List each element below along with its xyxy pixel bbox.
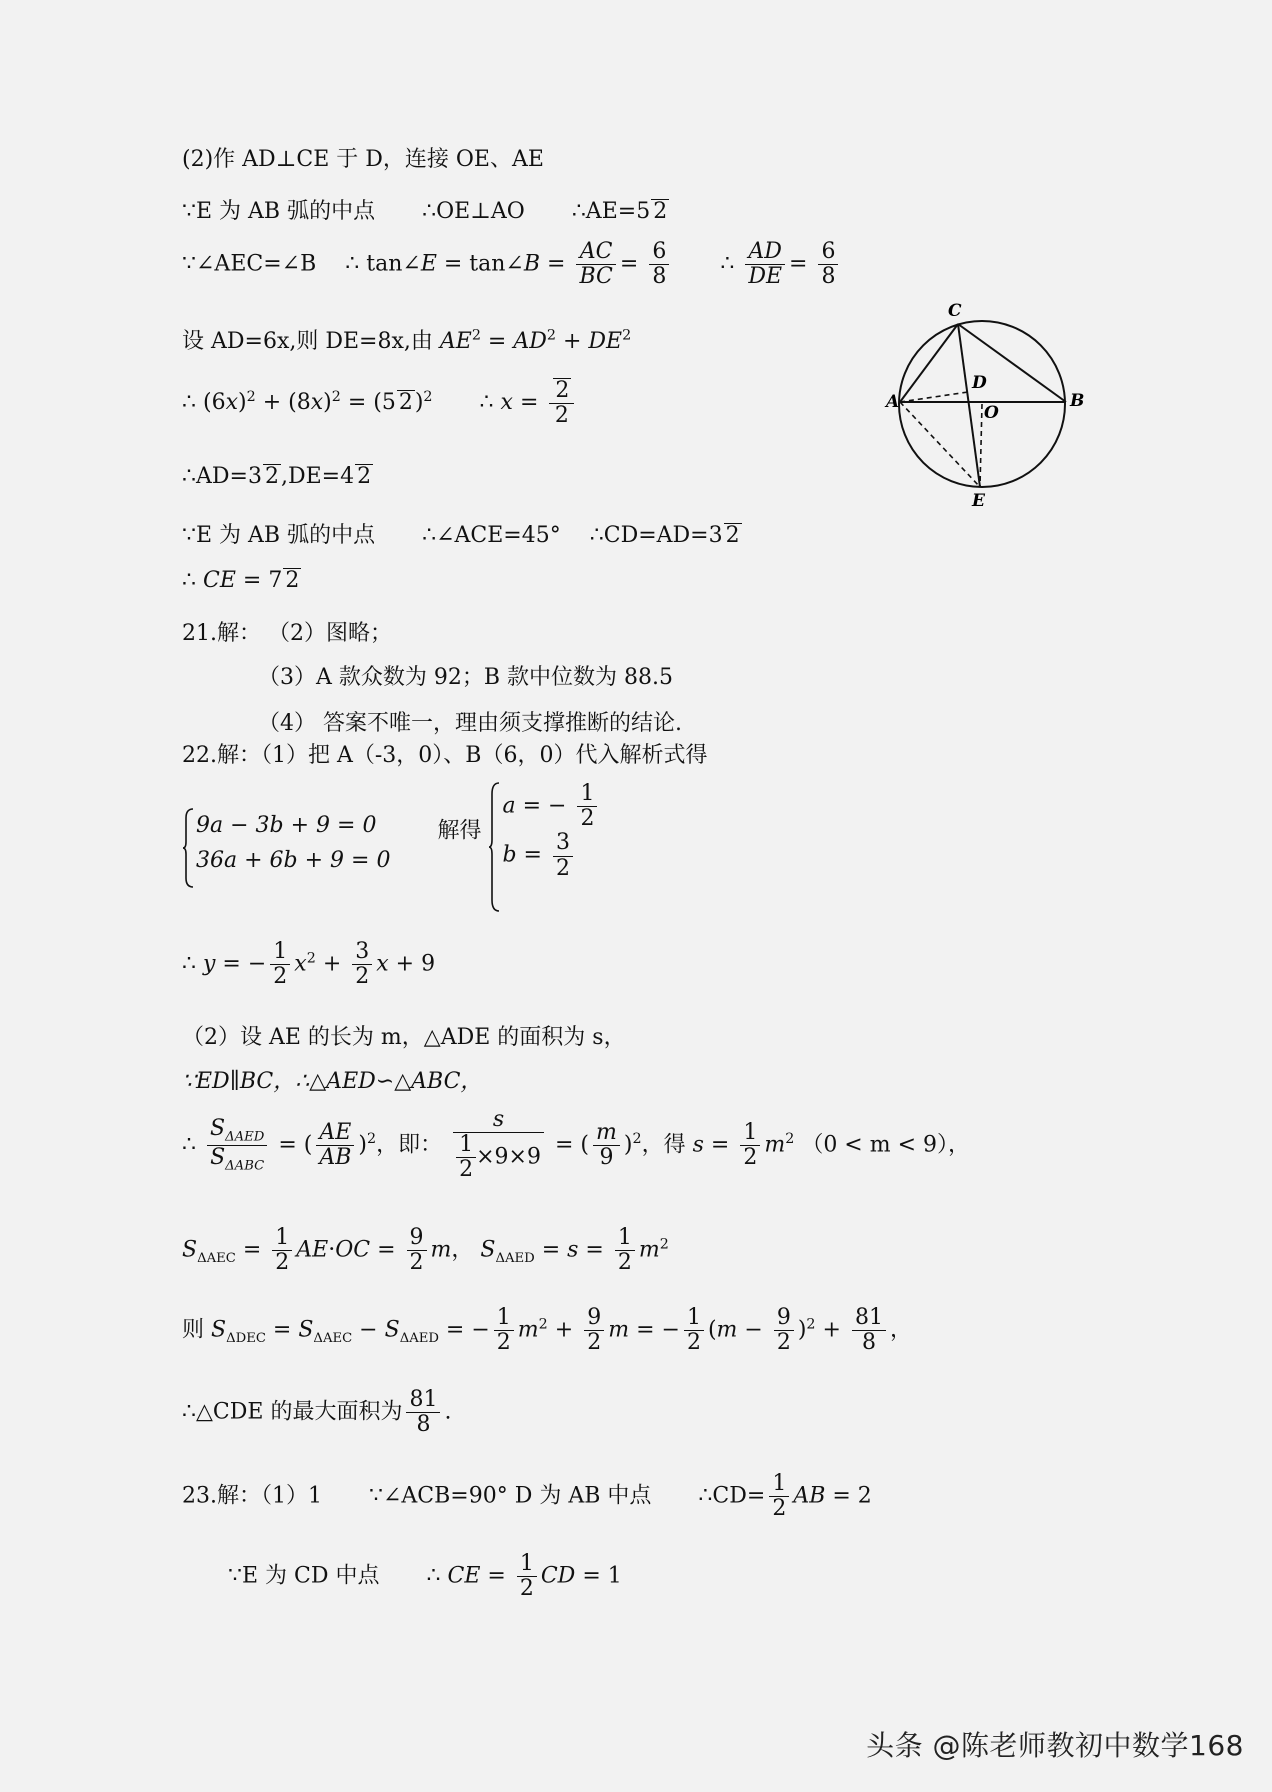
q22-part2: （2）设 AE 的长为 m，△ADE 的面积为 s， xyxy=(182,1025,626,1050)
segment-CE xyxy=(958,324,980,487)
q22-line-1: 22.解：（1）把 A（-3，0）、B（6，0）代入解析式得 xyxy=(182,743,708,768)
q20-line-1: (2)作 AD⊥CE 于 D，连接 OE、AE xyxy=(182,147,544,172)
q22-areas: $S_{\Delta AEC}$ = $\frac{1}{2}$ AE·OC = $\frac{9}{2}$ m， $S_{\Delta AED} = s$ = $\frac{1}{2}$ $m^2$ xyxy=(182,1225,669,1276)
segment-AE xyxy=(900,402,980,487)
label-B: B xyxy=(1070,391,1085,411)
q23-line-1: 23.解：（1）1 ∵∠ACB=90° D 为 AB 中点 ∴CD= $\frac{1}{2}$ AB = 2 xyxy=(182,1471,872,1522)
q23-line-2: ∵E 为 CD 中点 ∴ CE = $\frac{1}{2}$ CD = 1 xyxy=(228,1551,622,1602)
q21-line-2: （3）A 款众数为 92；B 款中位数为 88.5 xyxy=(258,665,674,690)
q20-line-8: ∴ CE = 7 2 xyxy=(182,568,300,593)
q22-similar: ∵ED∥BC，∴△AED∽△ABC， xyxy=(182,1069,483,1094)
circle-figure xyxy=(870,292,1090,512)
q20-line-6: ∴AD=3 2,DE=4 2 xyxy=(182,464,372,489)
q20-line-5: ∴ $(6x)^2 + (8x)^2 = (5$ 2)$^2$ ∴ x = $\frac{2}{2}$ xyxy=(182,378,578,428)
label-O: O xyxy=(984,403,999,423)
q20-line-3: ∵∠AEC=∠B ∴ tan∠E = tan∠B = $\frac{AC}{BC}$ = $\frac{6}{8}$ ∴ $\frac{AD}{DE}$ = $\frac{6}{8}$ xyxy=(182,240,842,289)
q20-line-4: 设 AD=6x,则 DE=8x,由 $AE^2 = AD^2 + DE^2$ xyxy=(182,327,632,354)
segment-AD xyxy=(900,392,968,402)
q20-line-2: ∵E 为 AB 弧的中点 ∴OE⊥AO ∴AE=5 2 xyxy=(182,199,668,224)
label-E: E xyxy=(972,491,985,511)
q22-function: ∴ y = − $\frac{1}{2}$ $x^2$ + $\frac{3}{2}$ x + 9 xyxy=(182,939,436,990)
q21-line-3: （4） 答案不唯一，理由须支撑推断的结论. xyxy=(258,711,682,736)
q20-line-7: ∵E 为 AB 弧的中点 ∴∠ACE=45° ∴CD=AD=3 2 xyxy=(182,523,740,548)
q21-line-1: 21.解： （2）图略； xyxy=(182,621,392,646)
label-C: C xyxy=(948,301,962,321)
label-A: A xyxy=(886,392,900,412)
q22-difference: 则 $S_{\Delta DEC} = S_{\Delta AEC} - S_{\Delta AED}$ = − $\frac{1}{2}$ $m^2$ + $\frac{9}{2}$ m = − $\frac{1}{2}$ (m − $\frac{9}{2}$ )$^2$ + $\frac{81}{8}$ ， xyxy=(182,1305,912,1356)
segment-OE xyxy=(980,404,982,487)
label-D: D xyxy=(972,373,987,393)
q22-ratio: ∴ $\frac{S_{\Delta AED}}{S_{\Delta ABC}}$ = ( $\frac{AE}{AB}$ )$^2$，即： s $\frac{1}{2}$ ×9×9 = ( $\frac{m}{9}$ )$^2$，得 s = $\frac{1}{2}$ $m^2$ （0 < m < 9）， xyxy=(182,1107,971,1183)
q22-max: ∴△CDE 的最大面积为 $\frac{81}{8}$ . xyxy=(182,1387,452,1438)
q22-system: 9a − 3b + 9 = 0 36a + 6b + 9 = 0 解得 a = − $\frac{1}{2}$ b = $\frac{3}{2}$ xyxy=(182,782,601,881)
watermark: 头条 @陈老师教初中数学168 xyxy=(866,1729,1244,1762)
